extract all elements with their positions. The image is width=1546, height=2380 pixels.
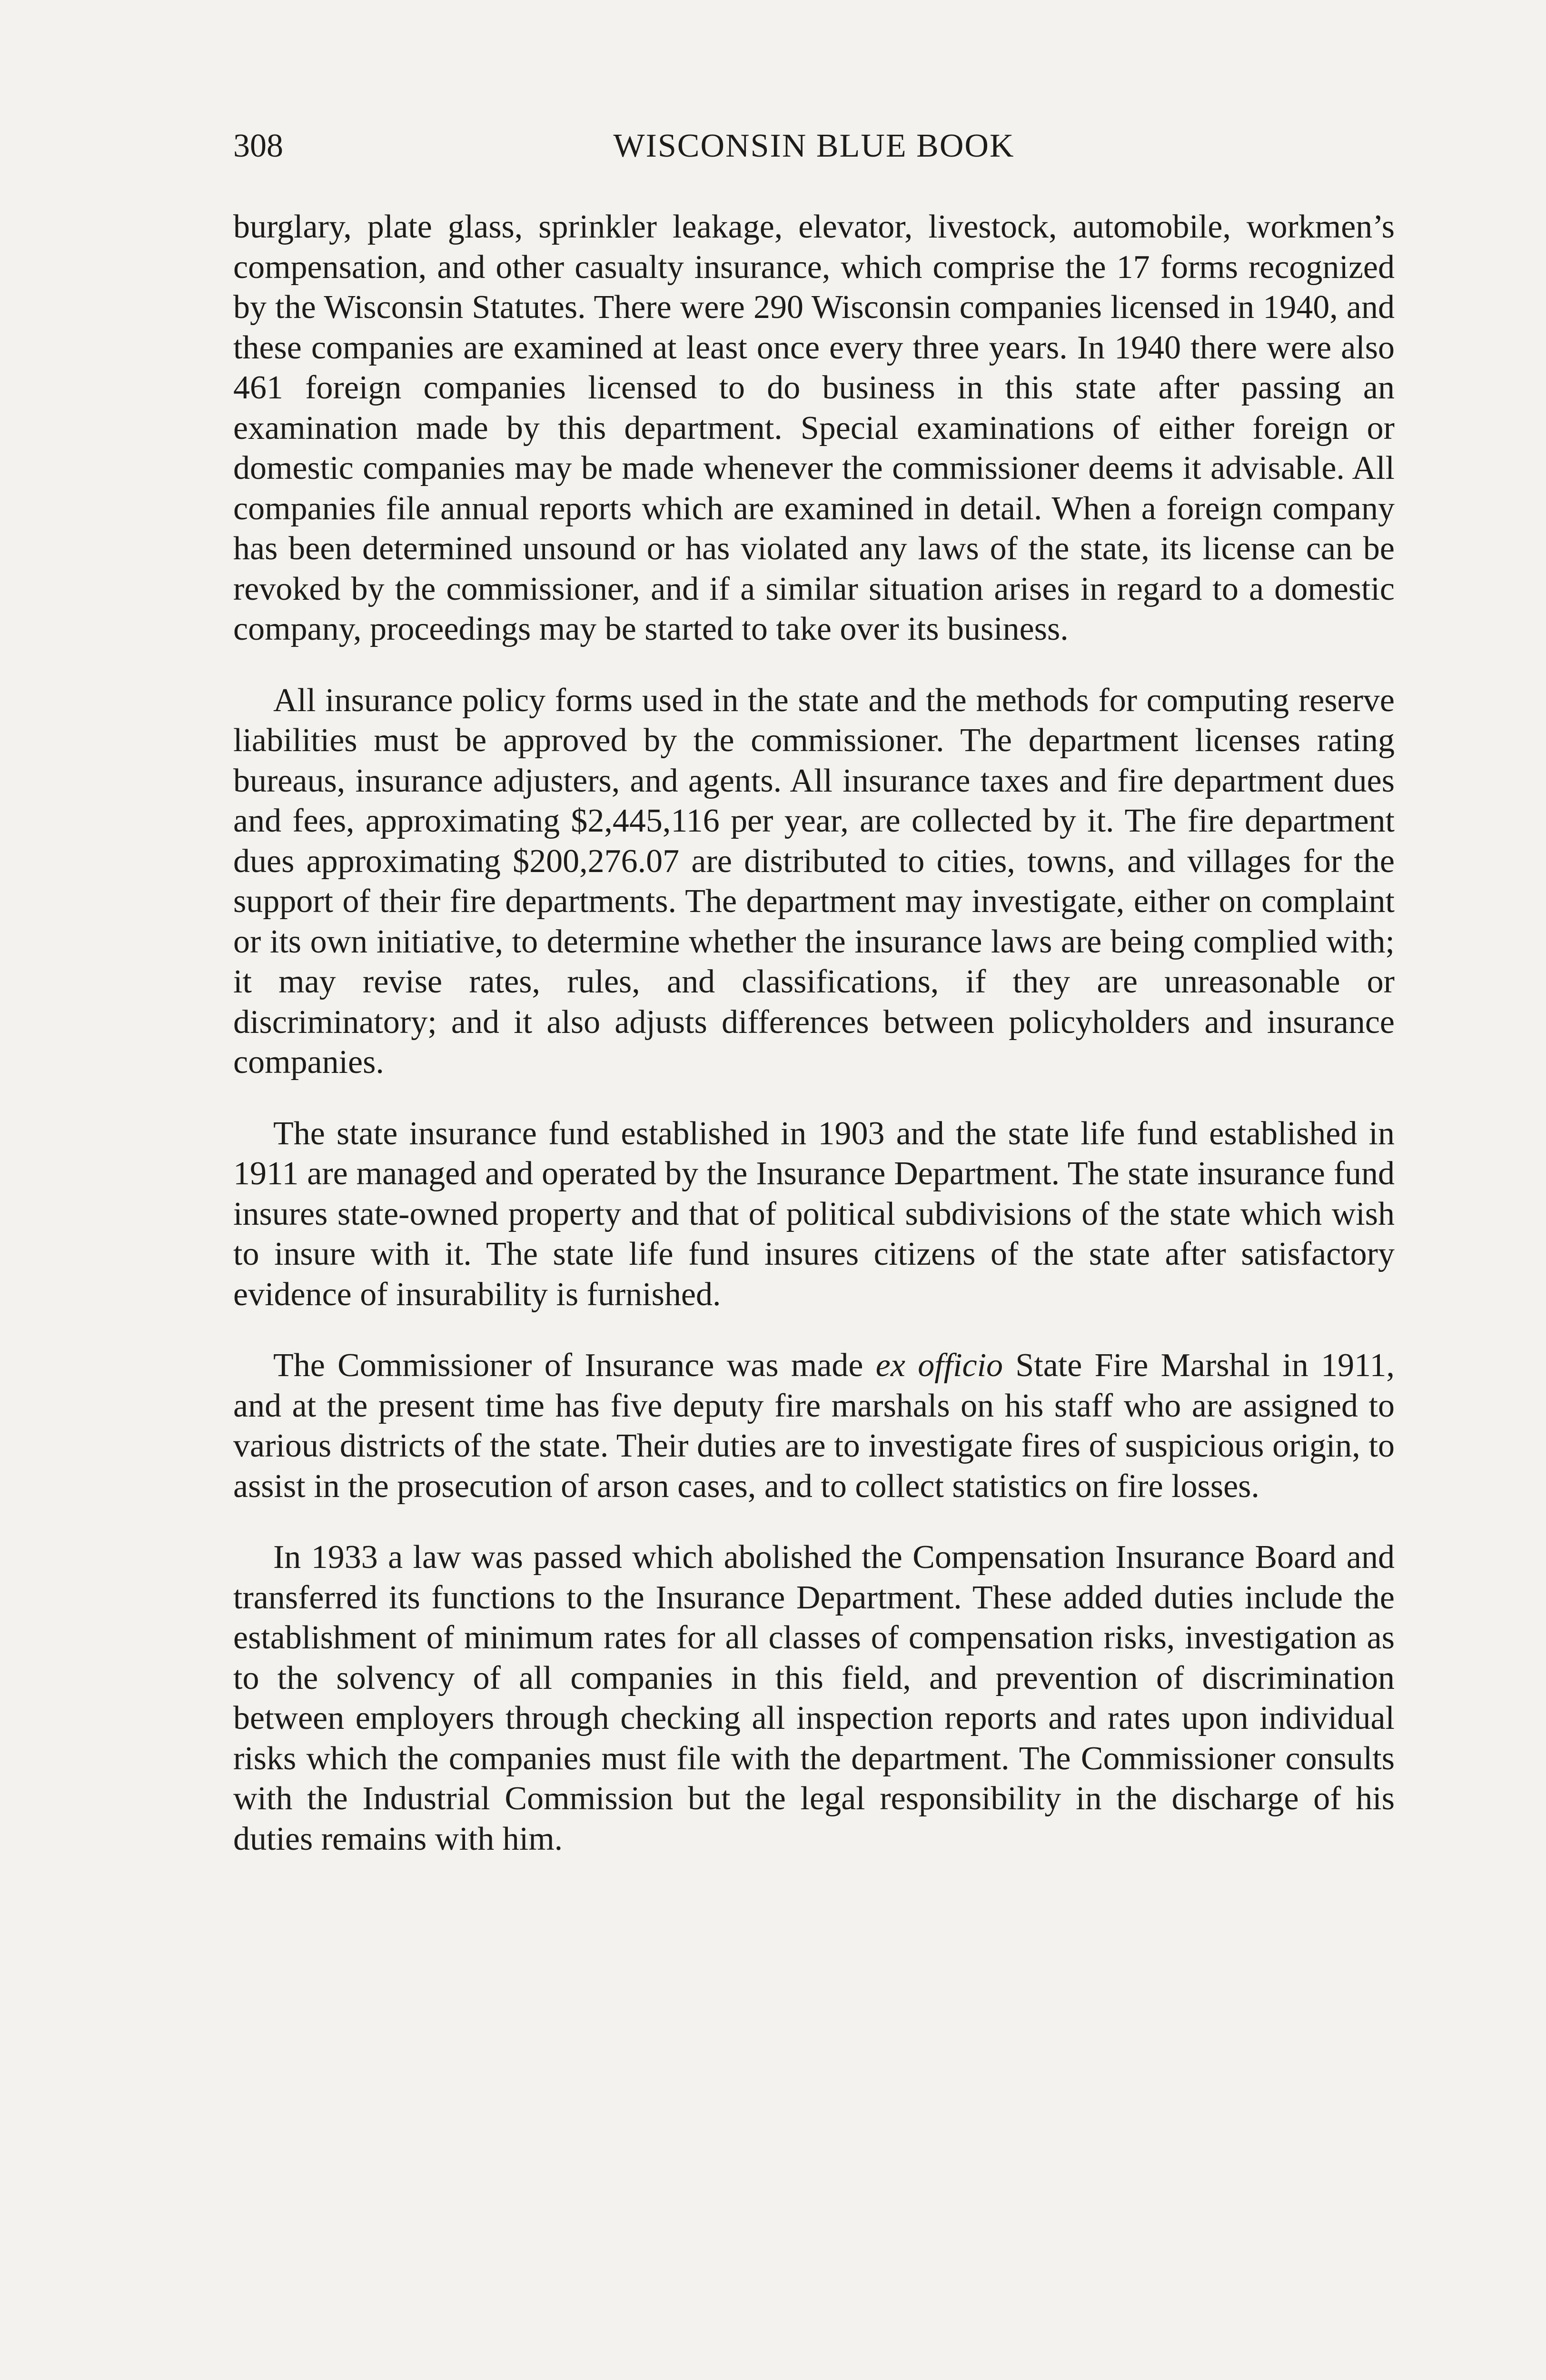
paragraph-compensation-board: In 1933 a law was passed which abolished the Compensation Insurance Board and transferred its functions to the Insurance Department. These added duties include the establishment of minimum rates for all classes of compensation risks, investigation as to the solvency of all companies in this field, and prevention of discrimination between employers through checking all inspection reports and rates upon individual risks which the companies must file with the department. The Commissioner consults with the Industrial Commission but the legal responsibility in the discharge of his duties remains with him.: [233, 1539, 1395, 1857]
running-head: WISCONSIN BLUE BOOK: [613, 128, 1015, 164]
page-number: 308: [233, 128, 283, 164]
page-header: [233, 125, 1395, 168]
fire-marshal-text-end: State Fire Marshal in 1911, and at the present time has five deputy fire marshals on his staff who are assigned to various districts of the state. Their duties are to investigate fires of suspicious origin, to assist in the prosecution of arson cases, and to collect statistics on fire losses.: [233, 1347, 1395, 1505]
paragraph-state-funds: The state insurance fund established in 1903 and the state life fund established in 1911 are managed and operated by the Insurance Department. The state insurance fund insures state-owned property and that of political subdivisions of the state which wish to insure with it. The state life fund insures citizens of the state after satisfactory evidence of insurability is furnished.: [233, 1115, 1395, 1313]
paragraph-casualty-insurance: burglary, plate glass, sprinkler leakage, elevator, livestock, automobile, workmen’s compensation, and other casualty insurance, which comprise the 17 forms recognized by the Wisconsin Statutes. There were 290 Wisconsin companies licensed in 1940, and these companies are examined at least once every three years. In 1940 there were also 461 foreign companies licensed to do business in this state after passing an examination made by this department. Special examinations of either foreign or domestic companies may be made whenever the commissioner deems it advisable. All companies file annual reports which are examined in detail. When a foreign company has been determined unsound or has violated any laws of the state, its license can be revoked by the commissioner, and if a similar situation arises in regard to a domestic company, proceedings may be started to take over its business.: [233, 208, 1395, 647]
fire-marshal-text-start: The Commissioner of Insurance was made: [273, 1347, 876, 1384]
page-body: [233, 207, 1395, 1859]
paragraph-policy-forms: All insurance policy forms used in the state and the methods for computing reserve liabilities must be approved by the commissioner. The department licenses rating bureaus, insurance adjusters, and agents. All insurance taxes and fire department dues and fees, approximating $2,445,116 per year, are collected by it. The fire department dues approximating $200,276.07 are distributed to cities, towns, and villages for the support of their fire departments. The department may investigate, either on complaint or its own initiative, to determine whether the insurance laws are being complied with; it may revise rates, rules, and classifications, if they are unreasonable or discriminatory; and it also adjusts differences between policyholders and insurance companies.: [233, 682, 1395, 1081]
paragraph-fire-marshal: [233, 1346, 1395, 1507]
ex-officio-italic: ex officio: [875, 1347, 1003, 1384]
